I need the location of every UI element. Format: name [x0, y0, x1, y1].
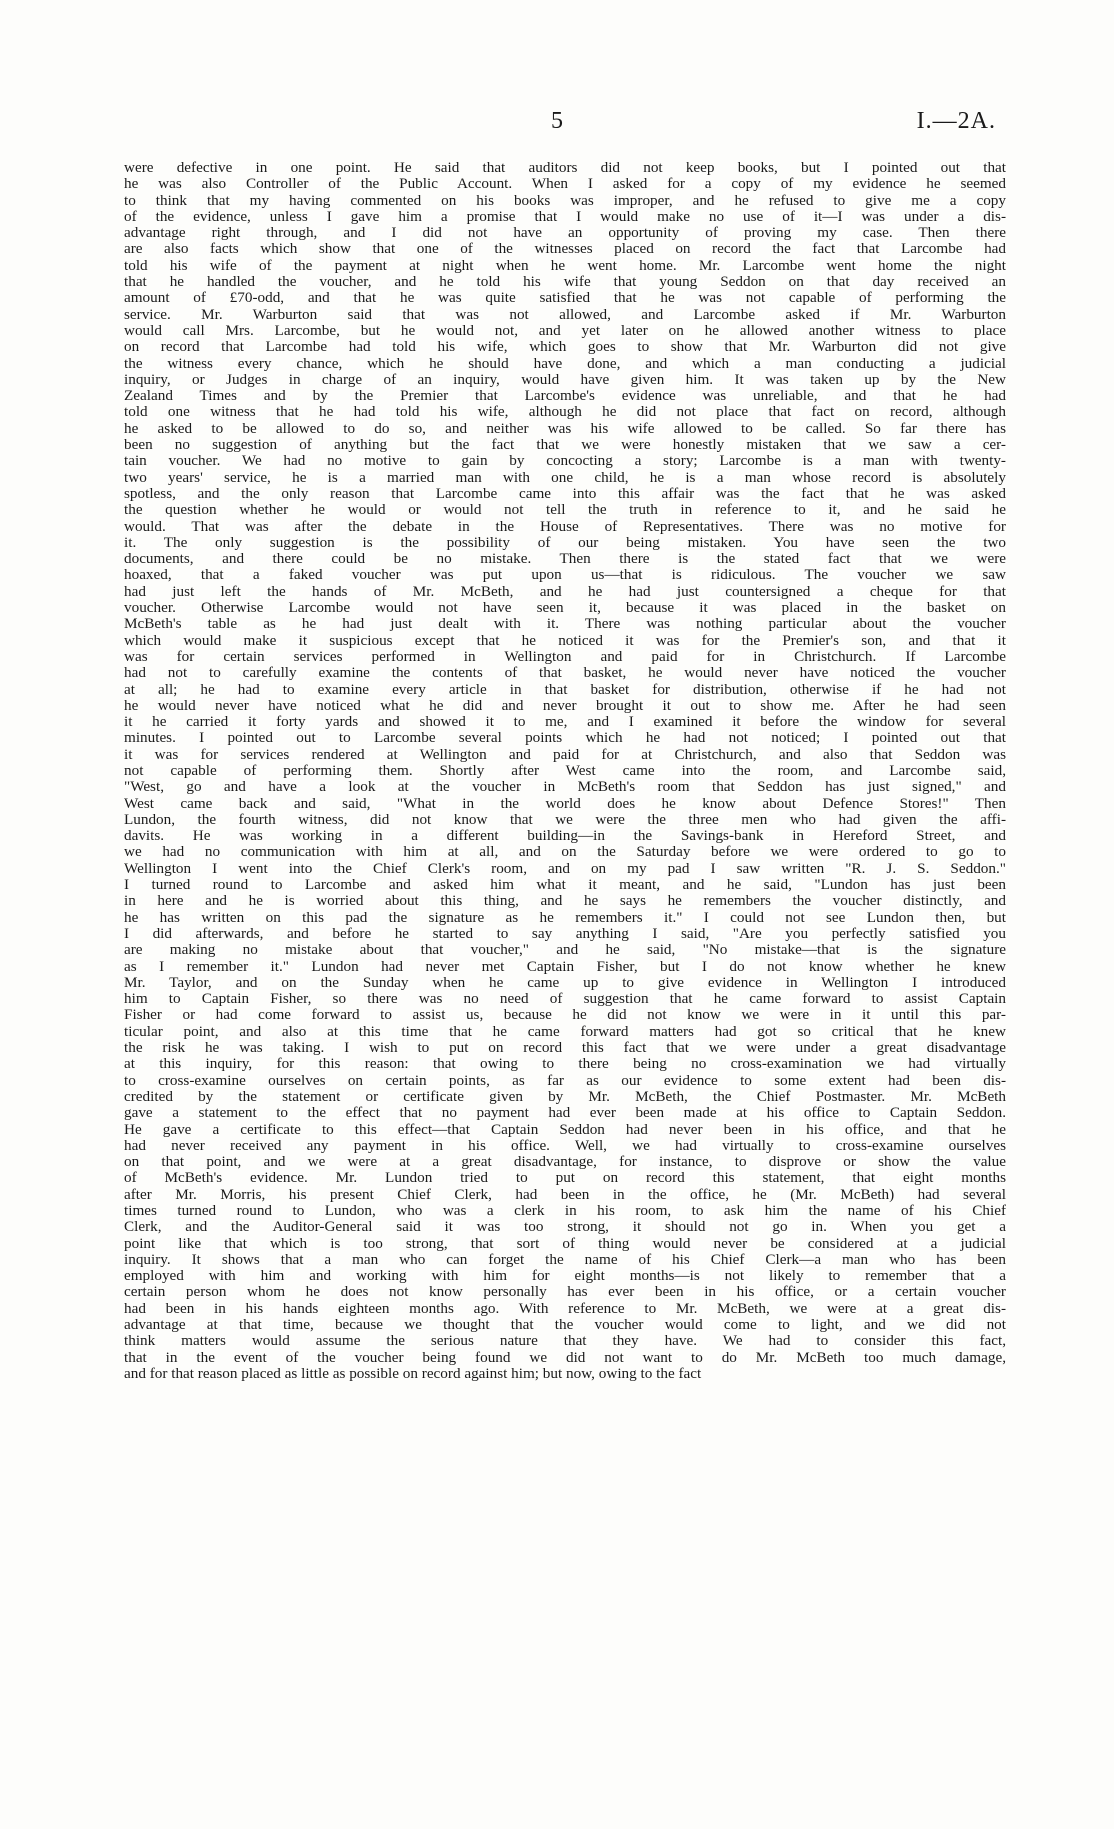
- text-line: I turned round to Larcombe and asked him what it meant, and he said, "Lundon has just been: [124, 877, 1006, 894]
- text-line: hoaxed, that a faked voucher was put upon us—that is ridiculous. The voucher we saw: [124, 567, 1006, 584]
- text-line: tain voucher. We had no motive to gain by concocting a story; Larcombe is a man with twenty-: [124, 453, 1006, 470]
- text-line: would call Mrs. Larcombe, but he would not, and yet later on he allowed another witness to place: [124, 322, 1006, 339]
- text-line: two years' service, he is a married man with one child, he is a man whose record is absolutely: [124, 469, 1006, 486]
- text-line: were defective in one point. He said that auditors did not keep books, but I pointed out that: [124, 160, 1006, 176]
- text-line: told one witness that he had told his wife, although he did not place that fact on record, although: [124, 404, 1006, 421]
- text-line: think matters would assume the serious nature that they have. We had to consider this fact,: [124, 1333, 1006, 1350]
- text-line: point like that which is too strong, that sort of thing would never be considered at a judicial: [124, 1235, 1006, 1252]
- body-text: [124, 160, 1006, 1382]
- text-line: voucher. Otherwise Larcombe would not have seen it, because it was placed in the basket on: [124, 600, 1006, 617]
- text-line: advantage at that time, because we thought that the voucher would come to light, and we did not: [124, 1317, 1006, 1334]
- text-line: credited by the statement or certificate given by Mr. McBeth, the Chief Postmaster. Mr. McBeth: [124, 1088, 1006, 1105]
- text-line: was for certain services performed in Wellington and paid for in Christchurch. If Larcombe: [124, 648, 1006, 665]
- text-line: the question whether he would or would not tell the truth in reference to it, and he said he: [124, 502, 1006, 519]
- text-line: in here and he is worried about this thing, and he says he remembers the voucher distinctly, and: [124, 893, 1006, 910]
- text-line: would. That was after the debate in the House of Representatives. There was no motive for: [124, 518, 1006, 535]
- text-line: been no suggestion of anything but the fact that we were honestly mistaken that we saw a cer-: [124, 437, 1006, 454]
- text-line: Zealand Times and by the Premier that Larcombe's evidence was unreliable, and that he had: [124, 388, 1006, 405]
- text-line: told his wife of the payment at night when he went home. Mr. Larcombe went home the night: [124, 257, 1006, 274]
- text-line: advantage right through, and I did not have an opportunity of proving my case. Then there: [124, 225, 1006, 242]
- text-line: of McBeth's evidence. Mr. Lundon tried to put on record this statement, that eight months: [124, 1170, 1006, 1187]
- text-line: spotless, and the only reason that Larcombe came into this affair was the fact that he was asked: [124, 485, 1006, 502]
- text-line: service. Mr. Warburton said that was not allowed, and Larcombe asked if Mr. Warburton: [124, 306, 1006, 323]
- text-line: had never received any payment in his office. Well, we had virtually to cross-examine ourselves: [124, 1137, 1006, 1154]
- text-line: it. The only suggestion is the possibility of our being mistaken. You have seen the two: [124, 534, 1006, 551]
- text-line: had not to carefully examine the contents of that basket, he would never have noticed the voucher: [124, 665, 1006, 682]
- text-line: had just left the hands of Mr. McBeth, and he had just countersigned a cheque for that: [124, 583, 1006, 600]
- text-line: He gave a certificate to this effect—that Captain Seddon had never been in his office, and that he: [124, 1121, 1006, 1138]
- text-line: Fisher or had come forward to assist us, because he did not know we were in it until this par-: [124, 1007, 1006, 1024]
- document-reference: I.—2A.: [916, 108, 996, 134]
- text-line: him to Captain Fisher, so there was no need of suggestion that he came forward to assist Captain: [124, 991, 1006, 1008]
- text-line: "West, go and have a look at the voucher in McBeth's room that Seddon has just signed," and: [124, 779, 1006, 796]
- page-number: 5: [551, 108, 563, 134]
- text-line: he would never have noticed what he did and never brought it out to show me. After he had seen: [124, 697, 1006, 714]
- text-line: that he handled the voucher, and he told his wife that young Seddon on that day received an: [124, 274, 1006, 291]
- text-line: which would make it suspicious except that he noticed it was for the Premier's son, and that it: [124, 632, 1006, 649]
- text-line: West came back and said, "What in the world does he know about Defence Stores!" Then: [124, 795, 1006, 812]
- text-line: inquiry, or Judges in charge of an inquiry, would have given him. It was taken up by the New: [124, 371, 1006, 388]
- text-line: it was for services rendered at Wellington and paid for at Christchurch, and also that Seddon was: [124, 746, 1006, 763]
- text-line: on that point, and we were at a great disadvantage, for instance, to disprove or show the value: [124, 1154, 1006, 1171]
- text-line: ticular point, and also at this time that he came forward matters had got so critical that he knew: [124, 1023, 1006, 1040]
- text-line: certain person whom he does not know personally has ever been in his office, or a certain voucher: [124, 1284, 1006, 1301]
- text-line: he asked to be allowed to do so, and neither was his wife allowed to be called. So far there has: [124, 420, 1006, 437]
- text-line: Mr. Taylor, and on the Sunday when he came up to give evidence in Wellington I introduced: [124, 974, 1006, 991]
- text-line: on record that Larcombe had told his wife, which goes to show that Mr. Warburton did not give: [124, 339, 1006, 356]
- text-line: he has written on this pad the signature as he remembers it." I could not see Lundon then, but: [124, 909, 1006, 926]
- text-line: times turned round to Lundon, who was a clerk in his room, to ask him the name of his Chief: [124, 1203, 1006, 1219]
- text-line: are making no mistake about that voucher," and he said, "No mistake—that is the signature: [124, 942, 1006, 959]
- text-line: McBeth's table as he had just dealt with it. There was nothing particular about the voucher: [124, 616, 1006, 633]
- text-line: davits. He was working in a different building—in the Savings-bank in Hereford Street, and: [124, 828, 1006, 845]
- text-line: amount of £70-odd, and that he was quite satisfied that he was not capable of performing the: [124, 290, 1006, 307]
- text-line: employed with him and working with him for eight months—is not likely to remember that a: [124, 1268, 1006, 1285]
- text-line: gave a statement to the effect that no payment had ever been made at his office to Captain Seddon.: [124, 1105, 1006, 1122]
- text-line: the risk he was taking. I wish to put on record this fact that we were under a great disadvantage: [124, 1040, 1006, 1057]
- text-line: are also facts which show that one of the witnesses placed on record the fact that Larcombe had: [124, 241, 1006, 258]
- text-line: inquiry. It shows that a man who can forget the name of his Chief Clerk—a man who has been: [124, 1251, 1006, 1268]
- text-line: and for that reason placed as little as possible on record against him; but now, owing to the fact: [124, 1365, 702, 1382]
- text-line: that in the event of the voucher being found we did not want to do Mr. McBeth too much damage,: [124, 1349, 1006, 1366]
- text-line: the witness every chance, which he should have done, and which a man conducting a judicial: [124, 355, 1006, 372]
- text-line: minutes. I pointed out to Larcombe several points which he had not noticed; I pointed out that: [124, 730, 1006, 747]
- text-line: Lundon, the fourth witness, did not know that we were the three men who had given the affi-: [124, 811, 1006, 828]
- text-line: I did afterwards, and before he started to say anything I said, "Are you perfectly satisfied you: [124, 925, 1006, 942]
- text-line: as I remember it." Lundon had never met Captain Fisher, but I do not know whether he knew: [124, 958, 1006, 975]
- text-line: at this inquiry, for this reason: that owing to there being no cross-examination we had virtually: [124, 1056, 1006, 1073]
- text-line: had been in his hands eighteen months ago. With reference to Mr. McBeth, we were at a great dis-: [124, 1300, 1006, 1317]
- text-line: he was also Controller of the Public Account. When I asked for a copy of my evidence he seemed: [124, 176, 1006, 193]
- text-line: to cross-examine ourselves on certain points, as far as our evidence to some extent had been dis-: [124, 1072, 1006, 1089]
- text-line: Clerk, and the Auditor-General said it was too strong, it should not go in. When you get a: [124, 1219, 1006, 1236]
- text-line: Wellington I went into the Chief Clerk's room, and on my pad I saw written "R. J. S. Seddon.": [124, 860, 1006, 877]
- text-line: of the evidence, unless I gave him a promise that I would make no use of it—I was under a dis-: [124, 208, 1006, 225]
- text-line: we had no communication with him at all, and on the Saturday before we were ordered to go to: [124, 844, 1006, 861]
- text-line: at all; he had to examine every article in that basket for distribution, otherwise if he had not: [124, 681, 1006, 698]
- text-line: not capable of performing them. Shortly after West came into the room, and Larcombe said,: [124, 762, 1006, 779]
- text-line: it he carried it forty yards and showed it to me, and I examined it before the window for several: [124, 714, 1006, 731]
- text-line: to think that my having commented on his books was improper, and he refused to give me a copy: [124, 192, 1006, 209]
- text-line: documents, and there could be no mistake. Then there is the stated fact that we were: [124, 551, 1006, 568]
- text-line: after Mr. Morris, his present Chief Clerk, had been in the office, he (Mr. McBeth) had several: [124, 1186, 1006, 1203]
